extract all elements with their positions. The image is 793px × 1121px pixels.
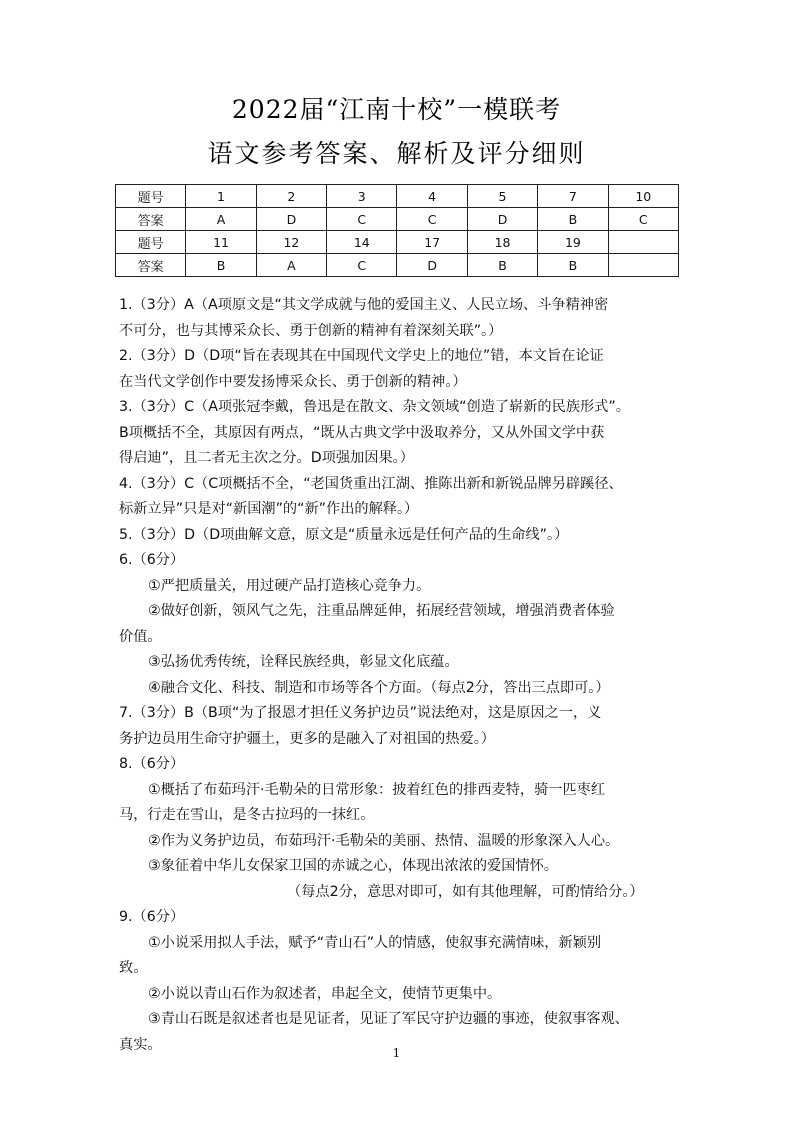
answer-point: ①概括了布茹玛汗·毛勒朵的日常形象：披着红色的排西麦特，骑一匹枣红 <box>148 781 606 798</box>
question-heading: 8.（6分） <box>119 756 185 772</box>
table-cell: B <box>538 208 608 231</box>
question-9-explanation <box>119 905 705 1058</box>
text-line: 2.（3分）D（D项“旨在表现其在中国现代文学史上的地位”错，本文旨在论证 <box>119 348 604 364</box>
table-cell: C <box>397 208 467 231</box>
question-heading: 6.（6分） <box>119 552 185 568</box>
question-8-explanation <box>119 752 705 905</box>
table-cell: 3 <box>327 185 397 208</box>
table-cell: 11 <box>186 231 256 254</box>
question-heading: 9.（6分） <box>119 909 185 925</box>
table-cell <box>608 231 678 254</box>
table-cell: B <box>186 254 256 277</box>
text-line: 1.（3分）A（A项原文是“其文学成就与他的爱国主义、人民立场、斗争精神密 <box>119 297 609 313</box>
table-row <box>116 185 679 208</box>
table-cell: 10 <box>608 185 678 208</box>
table-cell <box>608 254 678 277</box>
text-line: 5.（3分）D（D项曲解文意，原文是“质量永远是任何产品的生命线”。） <box>119 526 569 543</box>
question-4-explanation <box>119 472 705 523</box>
text-line: 4.（3分）C（C项概括不全，“老国货重出江湖、推陈出新和新锐品牌另辟蹊径、 <box>119 475 623 492</box>
table-row-label: 答案 <box>116 208 186 231</box>
question-7-explanation <box>119 701 705 752</box>
answer-point: ④融合文化、科技、制造和市场等各个方面。（每点2分，答出三点即可。） <box>148 679 610 696</box>
text-line: 3.（3分）C（A项张冠李戴，鲁迅是在散文、杂文领域“创造了崭新的民族形式”。 <box>119 399 630 415</box>
answer-table <box>115 184 679 277</box>
table-row <box>116 231 679 254</box>
answer-point: ②做好创新，领风气之先，注重品牌延伸，拓展经营领域，增强消费者体验 <box>148 603 615 619</box>
table-row <box>116 254 679 277</box>
table-cell: C <box>608 208 678 231</box>
text-line: 在当代文学创作中要发扬博采众长、勇于创新的精神。） <box>119 373 467 390</box>
table-cell: D <box>467 208 537 231</box>
answer-explanations <box>119 293 705 1058</box>
answer-point: ③象征着中华儿女保家卫国的赤诚之心，体现出浓浓的爱国情怀。 <box>148 858 558 874</box>
table-cell: 12 <box>256 231 326 254</box>
table-cell: C <box>327 254 397 277</box>
table-cell: B <box>467 254 537 277</box>
text-line: 务护边员用生命守护疆土，更多的是融入了对祖国的热爱。） <box>119 730 495 747</box>
text-line: 不可分，也与其博采众长、勇于创新的精神有着深刻关联”。） <box>119 322 503 339</box>
table-cell: A <box>186 208 256 231</box>
table-cell: 7 <box>538 185 608 208</box>
answer-point: ②作为义务护边员，布茹玛汗·毛勒朵的美丽、热情、温暖的形象深入人心。 <box>148 832 620 849</box>
answer-point-continued: 真实。 <box>119 1036 162 1053</box>
question-1-explanation <box>119 293 705 344</box>
answer-point-continued: 致。 <box>119 960 148 976</box>
answer-point-continued: 马，行走在雪山，是冬古拉玛的一抹红。 <box>119 807 375 823</box>
table-cell: D <box>256 208 326 231</box>
table-cell: 4 <box>397 185 467 208</box>
question-2-explanation <box>119 344 705 395</box>
table-row-label: 答案 <box>116 254 186 277</box>
answer-point: ①小说采用拟人手法，赋予“青山石”人的情感，使叙事充满情味，新颖别 <box>148 934 602 951</box>
question-5-explanation <box>119 523 705 549</box>
table-cell: 19 <box>538 231 608 254</box>
table-cell: 17 <box>397 231 467 254</box>
table-cell: C <box>327 208 397 231</box>
document-subtitle: 语文参考答案、解析及评分细则 <box>207 139 586 168</box>
question-3-explanation <box>119 395 705 472</box>
table-cell: B <box>538 254 608 277</box>
answer-point: ①严把质量关，用过硬产品打造核心竞争力。 <box>148 577 431 594</box>
table-row-label: 题号 <box>116 231 186 254</box>
text-line: 得启迪”，且二者无主次之分。D项强加因果。） <box>119 450 414 466</box>
table-cell: 5 <box>467 185 537 208</box>
table-row-label: 题号 <box>116 185 186 208</box>
page-number: 1 <box>392 1046 401 1060</box>
table-cell: D <box>397 254 467 277</box>
question-6-explanation <box>119 548 705 701</box>
answer-point: ②小说以青山石作为叙述者，串起全文，使情节更集中。 <box>148 985 502 1002</box>
text-line: B项概括不全，其原因有两点，“既从古典文学中汲取养分，又从外国文学中获 <box>119 424 605 441</box>
table-cell: 2 <box>256 185 326 208</box>
table-cell: 18 <box>467 231 537 254</box>
answer-point-continued: 价值。 <box>119 628 162 645</box>
scoring-note: （每点2分，意思对即可，如有其他理解，可酌情给分。） <box>287 883 644 900</box>
document-title: 2022届“江南十校”一模联考 <box>231 95 562 124</box>
table-cell: A <box>256 254 326 277</box>
table-cell: 14 <box>327 231 397 254</box>
text-line: 7.（3分）B（B项“为了报恩才担任义务护边员”说法绝对，这是原因之一，义 <box>119 705 602 721</box>
table-cell: 1 <box>186 185 256 208</box>
text-line: 标新立异”只是对“新国潮”的“新”作出的解释。） <box>119 501 419 517</box>
answer-point: ③弘扬优秀传统，诠释民族经典，彰显文化底蕴。 <box>148 654 459 670</box>
answer-point: ③青山石既是叙述者也是见证者，见证了军民守护边疆的事迹，使叙事客观、 <box>148 1011 629 1027</box>
table-row <box>116 208 679 231</box>
